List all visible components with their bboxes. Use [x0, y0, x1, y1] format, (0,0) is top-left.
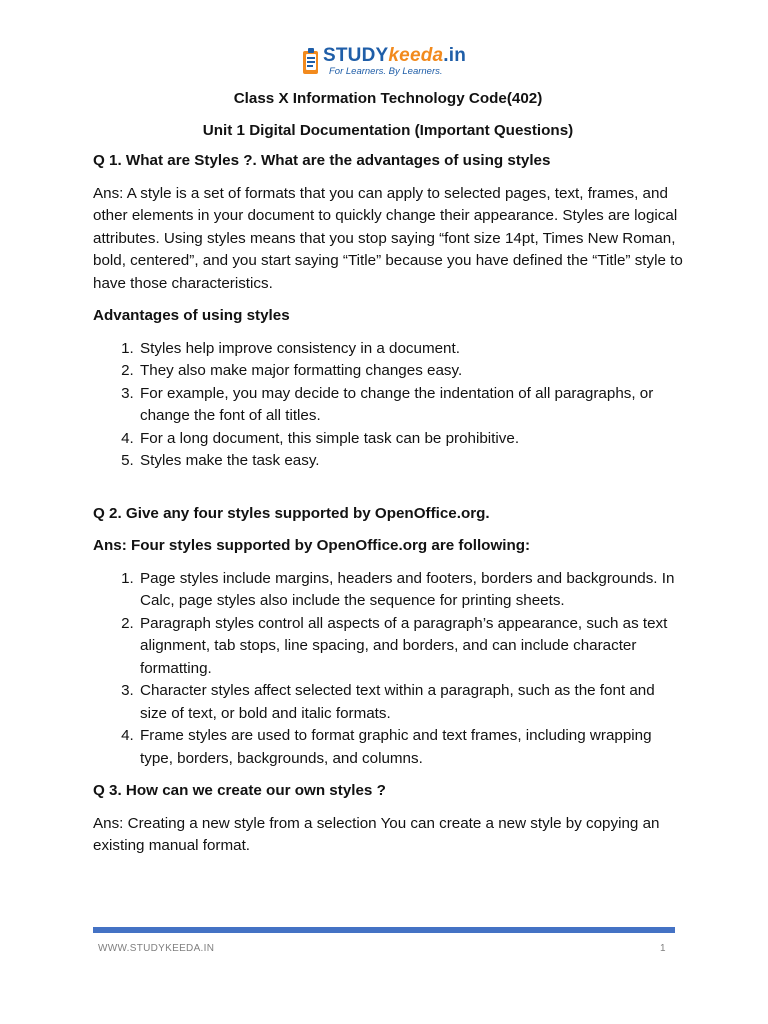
- question-1: Q 1. What are Styles ?. What are the advantages of using styles: [93, 152, 551, 169]
- list-item: 4. For a long document, this simple task can be prohibitive.: [138, 428, 683, 451]
- studykeeda-logo: [302, 46, 472, 82]
- footer-website: WWW.STUDYKEEDA.IN: [98, 943, 215, 954]
- document-title: Class X Information Technology Code(402): [233, 90, 543, 107]
- answer-2-heading: Ans: Four styles supported by OpenOffice.org are following:: [93, 537, 531, 554]
- list-item: 3. Character styles affect selected text within a paragraph, such as the font and size of text, or bold and italic formats.: [138, 680, 683, 725]
- answer-3: Ans: Creating a new style from a selection You can create a new style by copying an existing manual format.: [93, 814, 660, 854]
- page-number: 1: [660, 943, 666, 954]
- list-item: 4. Frame styles are used to format graphic and text frames, including wrapping type, borders, backgrounds, and columns.: [138, 725, 683, 770]
- advantages-list: [93, 338, 683, 473]
- styles-list: [93, 568, 683, 771]
- document-subtitle: Unit 1 Digital Documentation (Important Questions): [202, 121, 574, 139]
- list-item: 1. Page styles include margins, headers and footers, borders and backgrounds. In Calc, page styles also include the sequence for printing sheets.: [138, 568, 683, 613]
- list-item: 1. Styles help improve consistency in a document.: [138, 338, 683, 361]
- document-body: [93, 88, 683, 858]
- answer-1: Ans: A style is a set of formats that you can apply to selected pages, text, frames, and other elements in your document to quickly change their appearance. Styles are logical attributes. Using styles means that you stop saying “font size 14pt, Times New Roman, bold, centered”, and you start saying “Title” because you have defined the “Title” style to have those characteristics.: [93, 184, 683, 292]
- list-item: 2. They also make major formatting changes easy.: [138, 360, 683, 383]
- footer-divider: [93, 927, 675, 933]
- advantages-heading: Advantages of using styles: [93, 307, 290, 324]
- question-2: Q 2. Give any four styles supported by OpenOffice.org.: [93, 504, 490, 522]
- logo-wordmark: STUDYkeeda.in: [323, 45, 467, 66]
- list-item: 3. For example, you may decide to change the indentation of all paragraphs, or change the font of all titles.: [138, 383, 683, 428]
- book-icon: [302, 48, 320, 76]
- logo-tagline: For Learners. By Learners.: [329, 66, 443, 77]
- question-3: Q 3. How can we create our own styles ?: [93, 782, 386, 799]
- list-item: 5. Styles make the task easy.: [138, 450, 683, 473]
- list-item: 2. Paragraph styles control all aspects of a paragraph’s appearance, such as text alignment, tab stops, line spacing, and borders, and can include character formatting.: [138, 613, 683, 681]
